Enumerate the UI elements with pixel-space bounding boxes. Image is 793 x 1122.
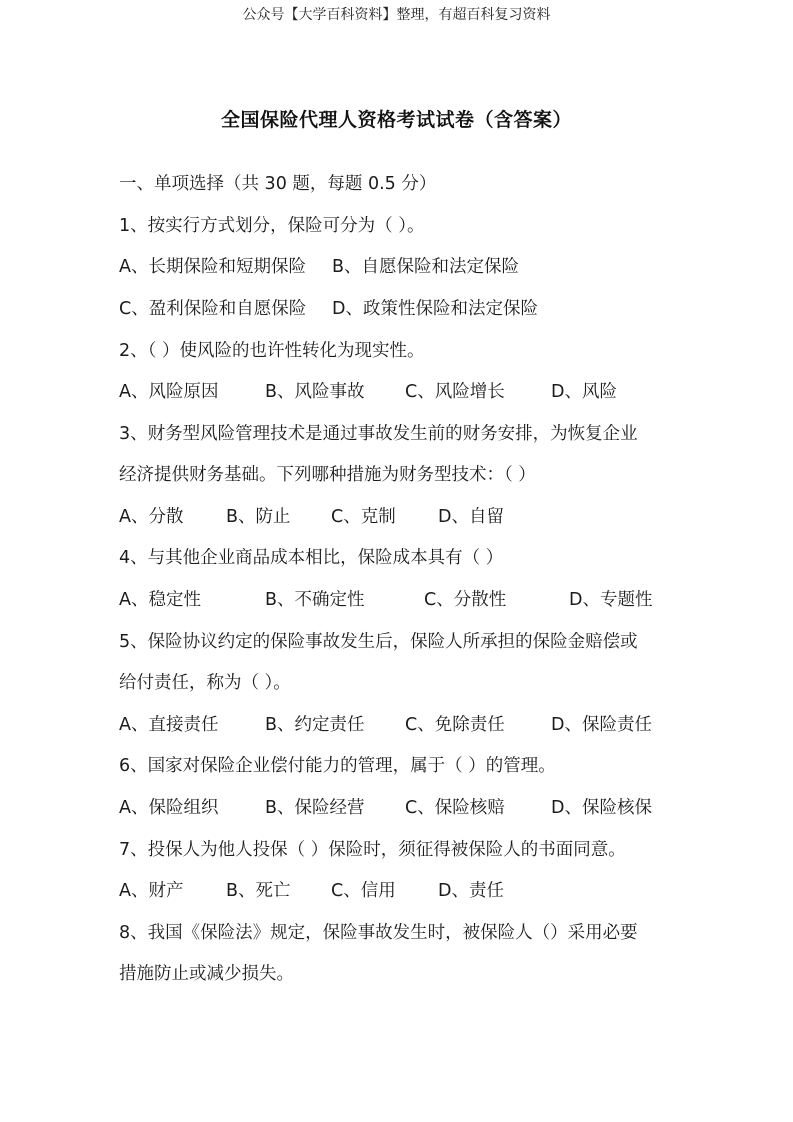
question-5-option-c: C、免除责任: [405, 715, 505, 735]
question-5-text-line-1: 5、保险协议约定的保险事故发生后，保险人所承担的保险金赔偿或: [119, 632, 638, 652]
question-7-option-a: A、财产: [119, 881, 184, 901]
question-2-option-d: D、风险: [551, 382, 617, 402]
question-4-option-b: B、不确定性: [265, 590, 365, 610]
question-3-text-line-2: 经济提供财务基础。下列哪种措施为财务型技术：（ ）: [119, 465, 536, 485]
section-heading: 一、单项选择（共 30 题，每题 0.5 分）: [119, 174, 437, 194]
question-6-option-d: D、保险核保: [551, 798, 652, 818]
question-7-option-c: C、信用: [331, 881, 396, 901]
question-7-option-b: B、死亡: [226, 881, 291, 901]
question-8-text-line-2: 措施防止或减少损失。: [119, 964, 294, 984]
question-5-option-b: B、约定责任: [265, 715, 365, 735]
question-7-option-d: D、责任: [438, 881, 504, 901]
question-3-option-a: A、分散: [119, 507, 184, 527]
question-8-text-line-1: 8、我国《保险法》规定，保险事故发生时，被保险人（）采用必要: [119, 923, 638, 943]
page-header-watermark: 公众号【大学百科资料】整理，有超百科复习资料: [242, 7, 551, 23]
question-4-option-d: D、专题性: [569, 590, 653, 610]
question-3-option-d: D、自留: [438, 507, 504, 527]
question-3-option-c: C、克制: [331, 507, 396, 527]
question-2-option-c: C、风险增长: [405, 382, 505, 402]
question-4-option-a: A、稳定性: [119, 590, 201, 610]
question-1-option-b: B、自愿保险和法定保险: [332, 257, 520, 277]
question-2-text: 2、（ ）使风险的也许性转化为现实性。: [119, 341, 425, 361]
question-2-option-a: A、风险原因: [119, 382, 219, 402]
question-6-option-b: B、保险经营: [265, 798, 365, 818]
question-1-option-c: C、盈利保险和自愿保险: [119, 299, 307, 319]
question-7-text: 7、投保人为他人投保（ ）保险时，须征得被保险人的书面同意。: [119, 840, 626, 860]
question-5-option-a: A、直接责任: [119, 715, 219, 735]
question-1-option-d: D、政策性保险和法定保险: [332, 299, 538, 319]
question-1-option-a: A、长期保险和短期保险: [119, 257, 306, 277]
question-5-option-d: D、保险责任: [551, 715, 652, 735]
question-1-text: 1、按实行方式划分，保险可分为（ ）。: [119, 216, 425, 236]
question-3-text-line-1: 3、财务型风险管理技术是通过事故发生前的财务安排，为恢复企业: [119, 424, 638, 444]
question-6-option-a: A、保险组织: [119, 798, 219, 818]
question-5-text-line-2: 给付责任，称为（ ）。: [119, 673, 291, 693]
question-4-option-c: C、分散性: [424, 590, 507, 610]
question-6-option-c: C、保险核赔: [405, 798, 505, 818]
question-2-option-b: B、风险事故: [265, 382, 365, 402]
question-3-option-b: B、防止: [226, 507, 291, 527]
document-title: 全国保险代理人资格考试试卷（含答案）: [220, 109, 572, 131]
question-6-text: 6、国家对保险企业偿付能力的管理，属于（ ）的管理。: [119, 756, 556, 776]
question-4-text: 4、与其他企业商品成本相比，保险成本具有（ ）: [119, 548, 504, 568]
